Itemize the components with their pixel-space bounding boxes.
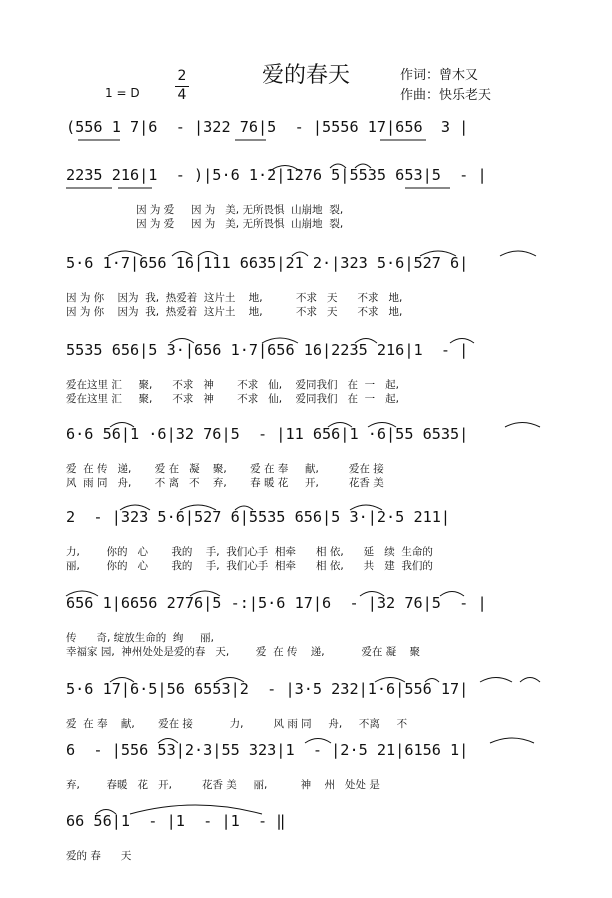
- notation-line: 5·6 1·7|656 16|111 6635|21 2·|323 5·6|527 6|: [66, 254, 469, 272]
- slur-arc: [110, 678, 134, 683]
- notation-line: 66 56|1 - |1 - |1 - ‖: [66, 812, 286, 830]
- slur-arc: [490, 738, 534, 743]
- notation-line: 6 - |556 53|2·3|55 323|1 - |2·5 21|6156 1|: [66, 741, 469, 759]
- slur-arc: [66, 591, 98, 596]
- notation-line: 6·6 56|1 ·6|32 76|5 - |11 656|1 ·6|55 6535|: [66, 425, 469, 443]
- lyric-line-1: 爱 在 传 递, 爱 在 凝 聚, 爱 在 奉 献, 爱在 接: [66, 463, 384, 475]
- lyric-line-1: 爱在这里 汇 聚, 不求 神 不求 仙, 爱同我们 在 一 起,: [66, 379, 400, 391]
- slur-arc: [190, 591, 220, 596]
- notation-line: 5·6 17|6·5|56 6553|2 - |3·5 232|1·6|556 17|: [66, 680, 469, 698]
- slur-arc: [180, 505, 216, 510]
- slur-arc: [198, 252, 218, 257]
- slur-arc: [216, 678, 244, 683]
- time-signature-top: 2: [177, 68, 187, 84]
- notation-line: 5535 656|5 3·|656 1·7|656 16|2235 216|1 - |: [66, 341, 469, 359]
- lyric-line-2: 风 雨 同 舟, 不 离 不 弃, 春 暖 花 开, 花香 美: [66, 477, 384, 489]
- notation-line: (556 1 7|6 - |322 76|5 - |5556 17|656 3 |: [66, 118, 469, 136]
- slur-arc: [158, 739, 178, 744]
- slur-arc: [350, 505, 382, 510]
- lyric-line-1: 传 奇, 绽放生命的 绚 丽,: [66, 632, 214, 644]
- slur-arc: [262, 338, 298, 343]
- slur-arc: [120, 505, 150, 510]
- slur-arc: [355, 339, 377, 344]
- slur-arc: [96, 810, 116, 815]
- slur-arc: [170, 339, 194, 344]
- slur-arc: [330, 164, 346, 168]
- slur-arc: [270, 166, 300, 172]
- slur-arc: [360, 592, 384, 597]
- slur-arc: [235, 506, 253, 510]
- slur-arc: [440, 592, 464, 597]
- slur-arc: [368, 423, 396, 428]
- time-signature-bottom: 4: [177, 87, 187, 103]
- tie-arc: [130, 805, 262, 814]
- lyric-line-2: 幸福家 园, 神州处处是爱的春 天, 爱 在 传 递, 爱在 凝 聚: [66, 646, 421, 658]
- lyric-line-1: 因 为 爱 因 为 美, 无所畏惧 山崩地 裂,: [66, 204, 344, 216]
- key-signature: 1 = D: [105, 86, 140, 100]
- slur-arc: [375, 678, 405, 683]
- slur-arc: [425, 679, 439, 683]
- slur-arc: [500, 251, 536, 256]
- lyric-line-1: 力, 你的 心 我的 手, 我们心手 相牵 相 依, 延 续 生命的: [66, 546, 433, 558]
- lyric-line-2: 因 为 爱 因 为 美, 无所畏惧 山崩地 裂,: [66, 218, 344, 230]
- lyric-line-1: 爱的 春 天: [66, 850, 132, 862]
- lyric-line-1: 弃, 春暖 花 开, 花香 美 丽, 神 州 处处 是: [66, 779, 380, 791]
- slur-arc: [328, 423, 352, 428]
- slur-arc: [505, 423, 540, 428]
- slur-arc: [355, 164, 371, 168]
- slur-arc: [108, 251, 142, 256]
- composer-credit: 作曲：快乐老天: [400, 88, 492, 103]
- notation-line: 656 1|6656 2776|5 -:|5·6 17|6 - |32 76|5 - |: [66, 594, 487, 612]
- slur-arc: [292, 252, 308, 256]
- notation-line: 2 - |323 5·6|527 6|5535 656|5 3·|2·5 211|: [66, 508, 451, 526]
- slur-arc: [110, 423, 134, 428]
- lyric-line-2: 因 为 你 因为 我, 热爱着 这片土 地, 不求 天 不求 地,: [66, 306, 403, 318]
- slur-arc: [172, 252, 192, 257]
- slur-arc: [305, 739, 331, 744]
- lyricist-credit: 作词：曾木又: [400, 68, 479, 83]
- lyric-line-2: 丽, 你的 心 我的 手, 我们心手 相牵 相 依, 共 建 我们的: [66, 560, 433, 572]
- slur-arc: [520, 678, 540, 683]
- lyric-line-1: 爱 在 奉 献, 爱在 接 力, 风 雨 同 舟, 不离 不: [66, 718, 408, 730]
- slur-arc: [420, 251, 456, 256]
- lyric-line-2: 爱在这里 汇 聚, 不求 神 不求 仙, 爱同我们 在 一 起,: [66, 393, 400, 405]
- song-title: 爱的春天: [261, 63, 350, 88]
- notation-line: 2235 216|1 - )|5·6 1·2|1276 5|5535 653|5 - |: [66, 166, 487, 184]
- lyric-line-1: 因 为 你 因为 我, 热爱着 这片土 地, 不求 天 不求 地,: [66, 292, 403, 304]
- slur-arc: [450, 339, 474, 344]
- slur-arc: [480, 678, 512, 683]
